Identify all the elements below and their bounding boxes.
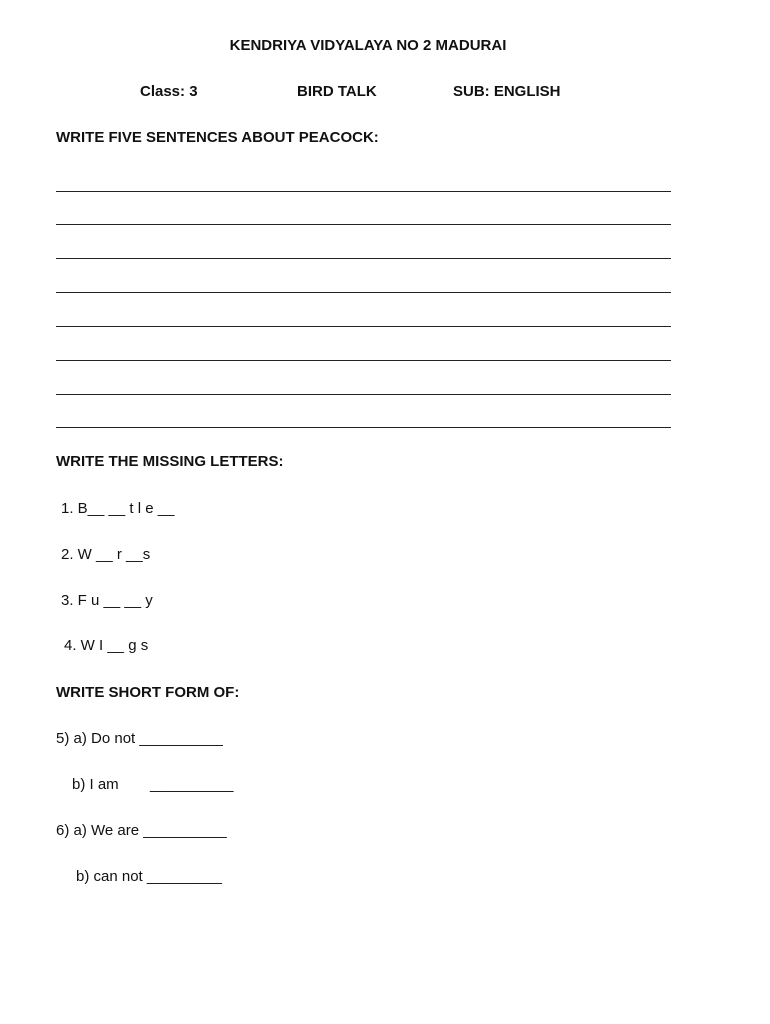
short-form-item: 5) a) Do not __________ <box>56 730 223 747</box>
missing-letters-item: 3. F u __ __ y <box>61 592 153 609</box>
missing-letters-item: 1. B__ __ t l e __ <box>61 500 175 517</box>
short-form-item: 6) a) We are __________ <box>56 822 227 839</box>
class-label: Class: 3 <box>140 83 198 100</box>
answer-line <box>56 191 671 192</box>
answer-line <box>56 292 671 293</box>
answer-line <box>56 360 671 361</box>
missing-letters-item: 4. W I __ g s <box>64 637 149 654</box>
answer-line <box>56 427 671 428</box>
answer-line <box>56 258 671 259</box>
section-missing-letters-title: WRITE THE MISSING LETTERS: <box>56 453 284 470</box>
short-form-item: b) can not _________ <box>76 868 222 885</box>
missing-letters-item: 2. W __ r __s <box>61 546 151 563</box>
short-form-blank: __________ <box>150 776 234 793</box>
answer-line <box>56 224 671 225</box>
section-sentences-title: WRITE FIVE SENTENCES ABOUT PEACOCK: <box>56 129 379 146</box>
section-short-form-title: WRITE SHORT FORM OF: <box>56 684 240 701</box>
answer-line <box>56 326 671 327</box>
answer-line <box>56 394 671 395</box>
short-form-item: b) I am <box>72 776 119 793</box>
topic-title: BIRD TALK <box>297 83 377 100</box>
subject-label: SUB: ENGLISH <box>453 83 561 100</box>
school-name: KENDRIYA VIDYALAYA NO 2 MADURAI <box>229 37 507 54</box>
